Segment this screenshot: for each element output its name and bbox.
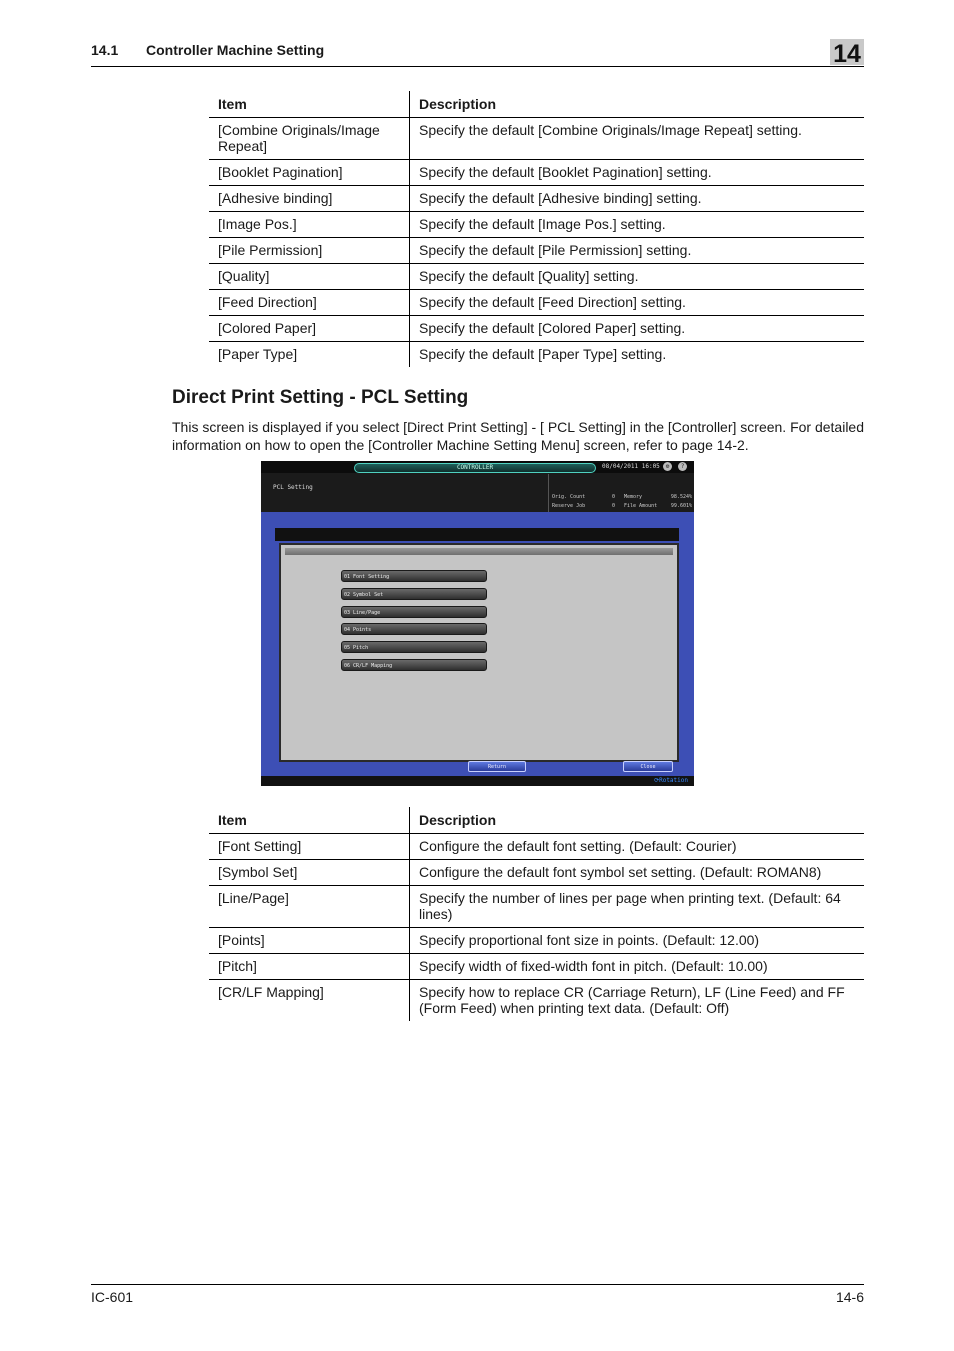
table-row	[209, 160, 864, 186]
description-cell: Specify the default [Image Pos.] setting.	[410, 212, 865, 238]
return-button[interactable]: Return	[468, 761, 526, 772]
rotation-icon: ⟳	[654, 777, 660, 784]
table-header-row	[209, 91, 864, 118]
menu-area-header	[285, 548, 673, 555]
description-cell: Specify the default [Pile Permission] setting.	[410, 238, 865, 264]
description-cell: Specify the default [Quality] setting.	[410, 264, 865, 290]
table-row	[209, 212, 864, 238]
item-cell: [Combine Originals/Image Repeat]	[209, 118, 410, 160]
item-cell: [Points]	[209, 928, 410, 954]
table-row	[209, 980, 864, 1022]
rotation-button[interactable]	[654, 777, 688, 785]
table-row	[209, 886, 864, 928]
page-header	[91, 40, 864, 67]
description-cell: Specify the default [Feed Direction] setting.	[410, 290, 865, 316]
item-cell: [CR/LF Mapping]	[209, 980, 410, 1022]
item-cell: [Adhesive binding]	[209, 186, 410, 212]
memory-label: Memory	[624, 494, 643, 500]
description-cell: Specify the default [Adhesive binding] setting.	[410, 186, 865, 212]
footer-page-number: 14-6	[835, 1289, 864, 1305]
file-amount-value: 99.601%	[670, 503, 692, 509]
screen-bottom-bar	[261, 776, 694, 786]
description-cell: Configure the default font symbol set setting. (Default: ROMAN8)	[410, 860, 865, 886]
table-row	[209, 834, 864, 860]
description-cell: Specify the default [Paper Type] setting.	[419, 346, 667, 362]
help-icon[interactable]: ?	[678, 462, 687, 471]
item-cell: [Colored Paper]	[209, 316, 410, 342]
menu-pitch[interactable]: 05 Pitch	[341, 641, 487, 653]
datetime-display: 08/04/2011 16:05	[602, 463, 660, 470]
description-cell: Specify the default [Combine Originals/Image Repeat] setting.	[410, 118, 865, 160]
description-cell: Specify the default [Colored Paper] setting.	[410, 316, 865, 342]
page-footer	[91, 1284, 864, 1305]
description-cell: Specify the default [Booklet Pagination] setting.	[410, 160, 865, 186]
reserve-job-value: 0	[612, 503, 616, 509]
table-row	[209, 928, 864, 954]
item-cell: [Booklet Pagination]	[209, 160, 410, 186]
description-cell: Specify how to replace CR (Carriage Return), LF (Line Feed) and FF (Form Feed) when printing text data. (Default: Off)	[419, 984, 845, 1016]
description-cell: Specify the number of lines per page when printing text. (Default: 64 lines)	[410, 886, 865, 928]
table-row	[209, 118, 864, 160]
screen-title: PCL Setting	[273, 484, 313, 491]
item-cell: [Quality]	[209, 264, 410, 290]
menu-cr-lf-mapping[interactable]: 06 CR/LF Mapping	[341, 659, 487, 671]
description-cell: Specify width of fixed-width font in pitch. (Default: 10.00)	[410, 954, 865, 980]
menu-line-page[interactable]: 03 Line/Page	[341, 606, 487, 618]
description-cell: Specify proportional font size in points. (Default: 12.00)	[410, 928, 865, 954]
item-cell: [Pitch]	[209, 954, 410, 980]
table-row	[209, 316, 864, 342]
section-heading: Direct Print Setting - PCL Setting	[172, 387, 469, 408]
table-row	[209, 264, 864, 290]
section-intro: This screen is displayed if you select [Direct Print Setting] - [ PCL Setting] in the [Controller] screen. For detailed information on how to open the [Controller Machine Setting Menu] screen, refer to page 14-2.	[172, 419, 865, 453]
orig-count-label: Orig. Count	[552, 494, 586, 500]
menu-points[interactable]: 04 Points	[341, 623, 487, 635]
section-number: 14.1	[91, 42, 119, 58]
footer-product: IC-601	[91, 1289, 134, 1305]
column-header-item: Item	[209, 807, 410, 834]
close-button[interactable]: Close	[623, 761, 673, 772]
status-info-box	[548, 474, 694, 512]
file-amount-label: File Amount	[624, 503, 658, 509]
menu-area	[279, 543, 679, 762]
menu-symbol-set[interactable]: 02 Symbol Set	[341, 588, 487, 600]
reserve-job-label: Reserve Job	[552, 503, 586, 509]
description-cell: Configure the default font setting. (Default: Courier)	[410, 834, 865, 860]
column-header-item: Item	[209, 91, 410, 118]
item-cell: [Symbol Set]	[209, 860, 410, 886]
column-header-description: Description	[410, 91, 865, 118]
table-row	[209, 186, 864, 212]
column-header-description: Description	[410, 807, 865, 834]
controller-tab[interactable]: CONTROLLER	[354, 463, 596, 473]
table-row	[209, 238, 864, 264]
settings-table-2	[209, 807, 864, 1021]
section-title: Controller Machine Setting	[146, 42, 325, 58]
table-row	[209, 954, 864, 980]
item-cell: [Line/Page]	[209, 886, 410, 928]
item-cell: [Image Pos.]	[209, 212, 410, 238]
table-header-row	[209, 807, 864, 834]
table-row	[209, 860, 864, 886]
settings-icon[interactable]: ⚙	[663, 462, 672, 471]
orig-count-value: 0	[612, 494, 616, 500]
chapter-badge: 14	[830, 39, 864, 65]
table-row	[209, 342, 864, 368]
item-cell: [Paper Type]	[209, 342, 410, 368]
item-cell: [Font Setting]	[209, 834, 410, 860]
settings-table-1	[209, 91, 864, 367]
table-row	[209, 290, 864, 316]
item-cell: [Pile Permission]	[209, 238, 410, 264]
pcl-setting-screenshot	[261, 461, 694, 786]
memory-value: 98.524%	[670, 494, 692, 500]
menu-font-setting[interactable]: 01 Font Setting	[341, 570, 487, 582]
item-cell: [Feed Direction]	[209, 290, 410, 316]
rotation-label: Rotation	[659, 777, 688, 784]
panel-title-strip	[275, 528, 679, 541]
